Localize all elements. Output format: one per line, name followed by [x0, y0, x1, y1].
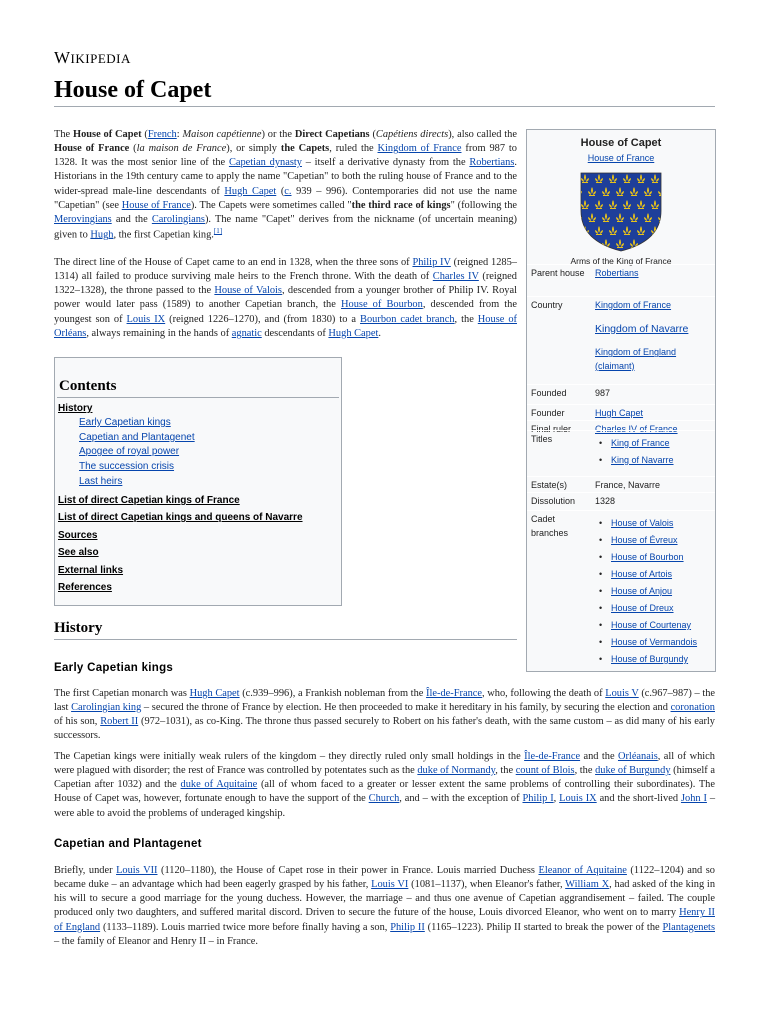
infobox-row-label: Titles: [531, 434, 553, 444]
infobox-list-link[interactable]: House of Valois: [611, 518, 674, 528]
early-kings-paragraph-2: [54, 750, 715, 821]
infobox-subtitle-link[interactable]: House of France: [587, 152, 655, 163]
text-run: (: [369, 129, 376, 140]
text-run: (c.939–996), a Frankish nobleman from the: [239, 688, 427, 699]
history-heading: History: [54, 620, 103, 636]
text-run: ), or simply: [226, 143, 281, 155]
inline-link[interactable]: Louis IX: [126, 313, 166, 325]
inline-link[interactable]: Carolingians: [151, 213, 205, 225]
infobox-caption: Arms of the King of France: [570, 256, 672, 266]
citation-link[interactable]: [1]: [213, 226, 223, 235]
wikipedia-wordmark[interactable]: WIKIPEDIA: [54, 48, 131, 67]
fleur-de-lis-icon: [579, 239, 582, 248]
inline-link[interactable]: Robert II: [100, 716, 139, 728]
intro-paragraph-2: [54, 256, 517, 341]
infobox-list-link[interactable]: House of Bourbon: [611, 552, 684, 562]
text-run: , who, following the death of: [482, 688, 606, 699]
infobox-list-item: [595, 602, 713, 619]
text-run: The: [54, 129, 73, 140]
text-run: ,: [553, 793, 560, 805]
text-run: , all of which were plagued with disorder; the rest of France was controlled by potentates such as the: [54, 751, 715, 777]
infobox-list-link[interactable]: House of Courtenay: [611, 620, 692, 630]
inline-link[interactable]: John I: [680, 793, 707, 805]
royal-arms-shield-icon[interactable]: [579, 171, 663, 253]
text-run: ) or the: [261, 129, 295, 140]
inline-link[interactable]: count of Blois: [515, 765, 575, 777]
history-divider: [54, 639, 517, 640]
infobox-list-link[interactable]: King of Navarre: [611, 455, 674, 465]
inline-link[interactable]: Philip IV: [412, 257, 451, 268]
inline-link[interactable]: Louis VI: [371, 879, 409, 891]
text-run: :: [176, 129, 183, 140]
infobox-row-label: Founder: [531, 408, 565, 418]
toc-link[interactable]: Sources: [58, 530, 98, 541]
text-run: (reigned 1322–1328), the throne passed to the: [54, 271, 517, 297]
inline-link[interactable]: Charles IV: [432, 271, 479, 283]
infobox-row: [527, 384, 715, 404]
text-run: – the family of Eleanor and Henry II – in France.: [54, 935, 258, 947]
toc-link[interactable]: Early Capetian kings: [79, 417, 171, 428]
inline-link[interactable]: Henry II of England: [54, 907, 715, 933]
inline-link[interactable]: William X: [565, 879, 610, 891]
text-run: (c.967–987) – the last: [54, 688, 716, 714]
infobox-row: [527, 264, 715, 296]
bold-text: Direct Capetians: [294, 129, 370, 140]
inline-link[interactable]: Hugh Capet: [189, 688, 240, 699]
infobox-row: [527, 430, 715, 476]
infobox-list-item: [595, 568, 713, 585]
infobox-list-item: [595, 517, 713, 534]
infobox-list-link[interactable]: House of Burgundy: [611, 654, 689, 664]
text-run: , the: [574, 765, 596, 777]
inline-link[interactable]: Robertians: [469, 157, 515, 169]
text-run: (1133–1189). Louis married twice more before finally having a son,: [100, 921, 391, 933]
infobox-row-label: Founded: [531, 388, 567, 398]
infobox-row-label: Country: [531, 300, 563, 310]
infobox-value-link[interactable]: Robertians: [595, 268, 639, 278]
bold-text: House of France: [54, 143, 130, 155]
plantagenet-paragraph-1: [54, 864, 715, 949]
inline-link[interactable]: French: [147, 129, 177, 140]
text-run: (972–1031), as co-King. The throne thus passed securely to Robert on his father's death, with the same custom – as did many of his early successors.: [54, 716, 715, 742]
bold-text: the third race of kings: [351, 199, 451, 211]
infobox-row: [527, 476, 715, 492]
text-run: (all of whom faced to a greater or lesser extent the same problems of controlling their subordinates). The House of Capet was, however, fortunate enough to have the support of the: [54, 779, 715, 805]
infobox-list-item: [595, 585, 713, 602]
toc-title: Contents: [59, 378, 117, 394]
text-run: (: [129, 143, 137, 155]
text-run: – secured the throne of France by election. He then proceeded to make it hereditary in his family, by securing the election and: [141, 702, 671, 714]
fleur-de-lis-icon: [658, 239, 663, 248]
inline-link[interactable]: Hugh Capet: [328, 327, 379, 339]
text-run: . Historians in the 19th century came to apply the name "Capetian" to both the ruling house of France and to the wider-spread male-line descendants of: [54, 157, 517, 197]
toc-link[interactable]: Capetian and Plantagenet: [79, 432, 195, 443]
infobox-value: France, Navarre: [595, 480, 661, 490]
infobox-value: 987: [595, 388, 611, 398]
inline-link[interactable]: c.: [284, 185, 292, 197]
text-run: , the first Capetian king.: [113, 229, 214, 241]
toc-link[interactable]: External links: [58, 565, 124, 576]
text-run: 939 – 996). Contemporaries did not use the name "Capetian" (see: [54, 185, 517, 211]
text-run: (: [276, 185, 285, 197]
italic-text: Capétiens directs: [375, 129, 449, 140]
text-run: , the: [454, 313, 478, 325]
infobox-value-link[interactable]: Kingdom of Navarre: [595, 322, 689, 335]
inline-link[interactable]: Île-de-France: [524, 751, 581, 762]
toc-link[interactable]: Last heirs: [79, 476, 123, 487]
inline-link[interactable]: Carolingian king: [71, 702, 142, 714]
infobox-list-item: [595, 619, 713, 636]
infobox-row-label: Parent house: [531, 268, 585, 278]
infobox-list-item: [595, 534, 713, 551]
infobox-row: [527, 492, 715, 510]
text-run: of his son,: [54, 716, 101, 728]
text-run: (himself a Capetian after 1032) and the: [54, 765, 715, 791]
fleur-de-lis-icon: [588, 239, 596, 248]
text-run: (: [141, 129, 148, 140]
text-run: ). The name "Capet" derives from the nickname (of uncertain meaning) given to: [54, 213, 517, 241]
inline-link[interactable]: Capetian dynasty: [228, 157, 302, 169]
text-run: – were able to avoid the problems of underaged kingship.: [54, 793, 716, 819]
inline-link[interactable]: House of Bourbon: [341, 299, 423, 311]
inline-link[interactable]: Île-de-France: [426, 688, 482, 699]
inline-link[interactable]: Hugh Capet: [224, 185, 277, 197]
toc-link[interactable]: The succession crisis: [79, 461, 175, 472]
early-capetian-kings-heading: Early Capetian kings: [54, 662, 174, 674]
toc-divider: [57, 397, 339, 398]
infobox-row: [527, 510, 715, 672]
infobox-list-item: [595, 437, 713, 454]
infobox-list-link[interactable]: House of Anjou: [611, 586, 673, 596]
text-run: , the: [495, 765, 516, 777]
infobox-list-item: [595, 454, 713, 471]
early-kings-paragraph-1: [54, 687, 715, 744]
inline-link[interactable]: Eleanor of Aquitaine: [538, 865, 627, 876]
text-run: (1122–1204) and so became duke – an advantage which had been eagerly grasped by his father,: [54, 865, 716, 891]
text-run: , descended from the youngest son of: [54, 299, 517, 325]
text-run: ). The Capets were sometimes called ": [190, 199, 352, 211]
capetian-plantagenet-heading: Capetian and Plantagenet: [54, 838, 202, 850]
infobox-list-link[interactable]: House of Vermandois: [611, 637, 698, 647]
text-run: (1165–1223). Philip II started to break the power of the: [424, 921, 663, 933]
text-run: (1081–1137), when Eleanor's father,: [408, 879, 566, 891]
text-run: , ruled the: [329, 143, 378, 155]
inline-link[interactable]: coronation: [670, 702, 715, 714]
inline-link[interactable]: Kingdom of France: [377, 143, 462, 155]
inline-link[interactable]: Church: [368, 793, 400, 805]
infobox: [526, 129, 716, 672]
inline-link[interactable]: Plantagenets: [662, 921, 715, 933]
inline-link[interactable]: Orléanais: [617, 751, 658, 762]
bold-text: the Capets: [280, 143, 330, 155]
title-divider: [54, 106, 715, 107]
inline-link[interactable]: duke of Burgundy: [595, 765, 671, 777]
inline-link[interactable]: Hugh: [90, 229, 114, 241]
infobox-list-link[interactable]: King of France: [611, 438, 670, 448]
inline-link[interactable]: Louis IX: [559, 793, 597, 805]
text-run: and the: [580, 751, 618, 762]
bold-text: House of Capet: [73, 129, 142, 140]
text-run: – itself a derivative dynasty from the: [301, 157, 470, 169]
infobox-row-label: Estate(s): [531, 480, 568, 490]
infobox-value-link[interactable]: Charles IV of France: [595, 424, 678, 434]
text-run: .: [378, 327, 381, 339]
infobox-row-label: Dissolution: [531, 496, 576, 506]
text-run: The Capetian kings were initially weak rulers of the kingdom – they directly ruled only small holdings in the: [54, 751, 525, 762]
inline-link[interactable]: Philip I: [522, 793, 554, 805]
infobox-value-link[interactable]: Hugh Capet: [595, 408, 644, 418]
inline-link[interactable]: House of Valois: [214, 285, 282, 297]
inline-link[interactable]: Philip II: [390, 921, 425, 933]
italic-text: la maison de France: [136, 143, 227, 155]
inline-link[interactable]: Louis VII: [116, 865, 158, 876]
infobox-row-label: Final ruler: [531, 424, 572, 434]
inline-link[interactable]: House of Orléans: [54, 313, 517, 339]
infobox-row: [527, 404, 715, 420]
inline-link[interactable]: agnatic: [231, 327, 262, 339]
text-run: descendants of: [261, 327, 329, 339]
infobox-value-link[interactable]: Kingdom of France: [595, 300, 672, 310]
inline-link[interactable]: Bourbon cadet branch: [360, 313, 455, 325]
inline-link[interactable]: Merovingians: [54, 213, 112, 225]
italic-text: Maison capétienne: [182, 129, 262, 140]
text-run: (1120–1180), the House of Capet rose in their power in France. Louis married Duchess: [157, 865, 539, 876]
toc-link[interactable]: References: [58, 582, 112, 593]
inline-link[interactable]: duke of Aquitaine: [180, 779, 258, 791]
text-run: and the short-lived: [596, 793, 681, 805]
infobox-list-link[interactable]: House of Évreux: [611, 535, 678, 545]
infobox-list-item: [595, 551, 713, 568]
infobox-title: House of Capet: [580, 137, 662, 149]
text-run: , descended from a younger brother of Philip IV. Royal power would later pass (1589) to another Capetian branch, the: [54, 285, 517, 311]
text-run: from 987 to 1328. It was the most senior line of the: [54, 143, 518, 169]
inline-link[interactable]: duke of Normandy: [417, 765, 496, 777]
text-run: , always remaining in the hands of: [86, 327, 232, 339]
text-run: (reigned 1226–1270), and (from 1830) to a: [165, 313, 361, 325]
toc-link[interactable]: List of direct Capetian kings of France: [58, 495, 240, 506]
toc-link[interactable]: Apogee of royal power: [79, 446, 180, 457]
infobox-list-item: [595, 653, 713, 670]
toc-link[interactable]: List of direct Capetian kings and queens of Navarre: [58, 512, 303, 523]
text-run: " (following the: [450, 199, 517, 211]
text-run: The first Capetian monarch was: [54, 688, 190, 699]
inline-link[interactable]: House of France: [121, 199, 191, 211]
text-run: ), also called the: [448, 129, 517, 140]
infobox-list-link[interactable]: House of Artois: [611, 569, 673, 579]
infobox-row: [527, 296, 715, 384]
text-run: , had asked of the king in his will to secure a good marriage for the young duchess. However, the marriage – and thus one avenue of Capetian aggrandisement – failed. The couple produced only two daughters, and suffered marital discord. Driven to secure the future of the house, Louis divorced Eleanor, who went on to marry: [54, 879, 716, 919]
text-run: (reigned 1285–1314) all failed to produce surviving male heirs to the French throne. With the death of: [54, 257, 517, 283]
infobox-list-item: [595, 636, 713, 653]
page-title: House of Capet: [54, 77, 212, 103]
text-run: and the: [111, 213, 152, 225]
infobox-row-label: Cadet branches: [531, 514, 569, 538]
infobox-value-link[interactable]: Kingdom of England (claimant): [595, 347, 677, 371]
inline-link[interactable]: Louis V: [605, 688, 639, 699]
text-run: The direct line of the House of Capet came to an end in 1328, when the three sons of: [54, 257, 413, 268]
text-run: , and – with the exception of: [399, 793, 523, 805]
intro-paragraph-1: [54, 128, 517, 243]
table-of-contents: [54, 357, 342, 606]
infobox-value: 1328: [595, 496, 616, 506]
toc-link[interactable]: History: [58, 403, 93, 414]
infobox-list-link[interactable]: House of Dreux: [611, 603, 674, 613]
text-run: Briefly, under: [54, 865, 117, 876]
toc-link[interactable]: See also: [58, 547, 99, 558]
